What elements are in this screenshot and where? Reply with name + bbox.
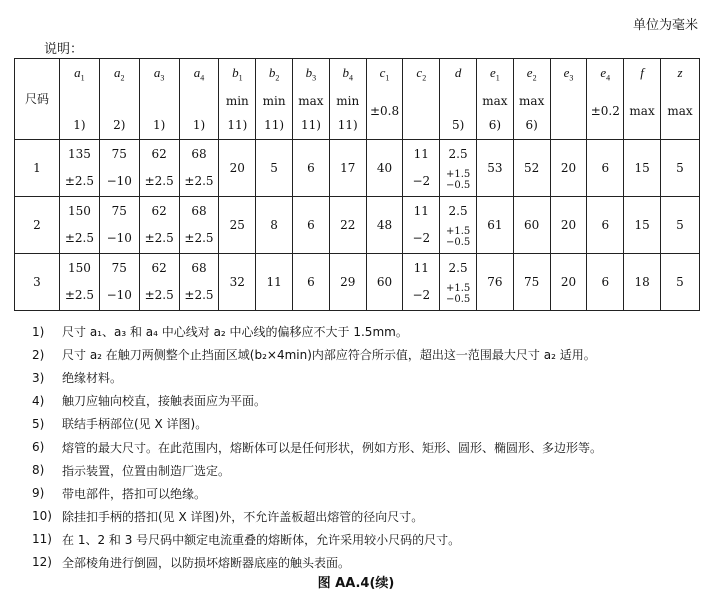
- cell-value: 75: [111, 261, 127, 275]
- header-lines: [100, 63, 139, 135]
- a4-cell: [179, 140, 219, 197]
- table-body: [15, 140, 700, 311]
- note-item: [32, 551, 692, 574]
- header-qualifier: max: [519, 94, 545, 109]
- header-note-ref: 5): [451, 118, 465, 132]
- column-header: [550, 59, 587, 140]
- dimension-table: [14, 58, 700, 311]
- c2-cell: [403, 140, 440, 197]
- header-lines: [60, 63, 99, 135]
- header-qualifier: min: [262, 94, 286, 109]
- header-qualifier: min: [225, 94, 249, 109]
- header-symbol: [477, 63, 513, 88]
- header-symbol-letter: a: [114, 65, 121, 80]
- header-symbol-letter: z: [677, 65, 683, 80]
- cell-tolerance: −10: [106, 288, 132, 302]
- header-lines: [661, 63, 699, 135]
- header-note-ref: 1): [73, 118, 86, 132]
- header-symbol-sub: 1: [385, 73, 390, 83]
- note-number: 6): [32, 440, 45, 455]
- e4-cell: 6: [587, 140, 624, 197]
- header-symbol: [330, 63, 366, 88]
- note-item: [32, 528, 692, 551]
- a4-cell: [179, 197, 219, 254]
- header-symbol: [403, 63, 439, 88]
- note-item: [32, 366, 692, 389]
- column-header: [366, 59, 403, 140]
- header-symbol: [624, 63, 660, 88]
- note-number: 4): [32, 393, 45, 408]
- header-note-ref: 6): [488, 118, 502, 132]
- note-number: 5): [32, 416, 45, 431]
- b3-cell: 6: [293, 197, 330, 254]
- cell-value: 2.5: [448, 204, 468, 218]
- cell-stack: [403, 259, 439, 305]
- a2-cell: [99, 140, 139, 197]
- header-symbol-letter: a: [74, 65, 81, 80]
- header-symbol-sub: 4: [348, 73, 353, 83]
- header-lines: [180, 63, 219, 135]
- note-number: 12): [32, 555, 52, 570]
- cell-stack: [180, 145, 219, 191]
- column-header: [59, 59, 99, 140]
- cell-tolerance: −10: [106, 174, 132, 188]
- cell-tolerance: ±2.5: [184, 231, 214, 245]
- cell-value: 75: [111, 204, 127, 218]
- header-symbol-sub: 2: [275, 73, 280, 83]
- note-text: 带电部件，搭扣可以绝缘。: [62, 486, 207, 501]
- note-number: 8): [32, 463, 45, 478]
- tolerance-upper: +1.5: [445, 169, 471, 180]
- column-header: [440, 59, 477, 140]
- note-text: 除挂扣手柄的搭扣(见 X 详图)外，不允许盖板超出熔管的径向尺寸。: [62, 509, 424, 524]
- cell-stack: [140, 202, 179, 248]
- note-item: [32, 482, 692, 505]
- legend-label: 说明：: [44, 42, 84, 57]
- f-cell: 15: [624, 197, 661, 254]
- cell-value: 2.5: [448, 261, 468, 275]
- cell-tolerance: ±2.5: [184, 288, 214, 302]
- column-header: [293, 59, 330, 140]
- header-lines: [624, 63, 660, 135]
- table-row: [15, 254, 700, 311]
- note-text: 绝缘材料。: [62, 371, 123, 386]
- size-cell: 1: [15, 140, 60, 197]
- header-symbol: [293, 63, 329, 88]
- table-row: [15, 140, 700, 197]
- header-lines: [330, 63, 366, 135]
- header-lines: [140, 63, 179, 135]
- c1-cell: 48: [366, 197, 403, 254]
- header-symbol: [256, 63, 292, 88]
- note-item: [32, 320, 692, 343]
- note-number: 3): [32, 370, 45, 385]
- header-lines: [440, 63, 476, 135]
- header-qualifier: min: [336, 94, 360, 109]
- note-item: [32, 505, 692, 528]
- table-header-row: [15, 59, 700, 140]
- cell-value: 68: [191, 261, 207, 275]
- e1-cell: 76: [477, 254, 514, 311]
- header-symbol-letter: b: [305, 65, 313, 80]
- b2-cell: 11: [256, 254, 293, 311]
- cell-tolerance: ±2.5: [64, 231, 94, 245]
- header-symbol-letter: a: [193, 65, 201, 80]
- cell-value: 11: [413, 147, 429, 161]
- cell-stack: [100, 202, 139, 248]
- header-symbol: [100, 63, 139, 88]
- b1-cell: 32: [219, 254, 256, 311]
- header-note-ref: 6): [525, 118, 538, 132]
- header-lines: [477, 63, 513, 135]
- column-header: [99, 59, 139, 140]
- note-text: 全部棱角进行倒圆，以防损坏熔断器底座的触头表面。: [62, 555, 351, 570]
- header-qualifier: max: [629, 103, 655, 118]
- a2-cell: [99, 197, 139, 254]
- cell-stack: [100, 145, 139, 191]
- cell-tolerance: −10: [106, 231, 132, 245]
- note-number: 11): [32, 532, 52, 547]
- column-header: [179, 59, 219, 140]
- cell-tolerance: [446, 169, 470, 191]
- cell-stack: [180, 202, 219, 248]
- note-number: 2): [32, 347, 45, 362]
- tolerance-lower: −0.5: [445, 237, 471, 248]
- header-symbol-sub: 2: [120, 73, 125, 83]
- tolerance-upper: +1.5: [445, 283, 471, 294]
- header-note-ref: 11): [300, 118, 321, 132]
- header-symbol: [587, 63, 623, 88]
- cell-stack: [60, 202, 99, 248]
- c1-cell: 40: [366, 140, 403, 197]
- e1-cell: 53: [477, 140, 514, 197]
- column-header: [477, 59, 514, 140]
- header-lines: [403, 63, 439, 135]
- header-symbol: [661, 63, 699, 88]
- column-header: [256, 59, 293, 140]
- cell-tolerance: ±2.5: [144, 288, 174, 302]
- e4-cell: 6: [587, 254, 624, 311]
- note-text: 熔管的最大尺寸。在此范围内，熔断体可以是任何形状，例如方形、矩形、圆形、椭圆形、多边形等。: [62, 440, 603, 455]
- header-lines: [256, 63, 292, 135]
- header-symbol: [367, 63, 403, 88]
- header-symbol: [219, 63, 255, 88]
- header-lines: [551, 63, 587, 135]
- f-cell: 15: [624, 140, 661, 197]
- a3-cell: [139, 197, 179, 254]
- cell-stack: [140, 259, 179, 305]
- column-header: [624, 59, 661, 140]
- header-symbol: [514, 63, 550, 88]
- cell-stack: [403, 202, 439, 248]
- note-item: [32, 343, 692, 366]
- header-lines: [367, 63, 403, 135]
- header-lines: [514, 63, 550, 135]
- cell-value: 68: [191, 204, 207, 218]
- header-symbol-sub: 1: [495, 73, 500, 83]
- header-symbol-letter: f: [640, 65, 644, 80]
- column-header: [329, 59, 366, 140]
- e2-cell: 52: [513, 140, 550, 197]
- cell-tolerance: ±2.5: [64, 174, 94, 188]
- header-symbol-letter: e: [563, 65, 570, 80]
- note-item: [32, 459, 692, 482]
- b2-cell: 5: [256, 140, 293, 197]
- note-item: [32, 389, 692, 412]
- header-symbol-letter: a: [153, 65, 161, 80]
- cell-stack: [60, 259, 99, 305]
- cell-value: 150: [67, 204, 91, 218]
- header-note-ref: 11): [337, 118, 358, 132]
- cell-stack: [440, 202, 476, 248]
- c2-cell: [403, 197, 440, 254]
- header-symbol-sub: 4: [200, 73, 205, 83]
- tolerance-upper: +1.5: [445, 226, 471, 237]
- cell-tolerance: ±2.5: [184, 174, 214, 188]
- cell-stack: [440, 259, 476, 305]
- header-qualifier: ±0.8: [369, 103, 400, 118]
- b4-cell: 17: [329, 140, 366, 197]
- cell-value: 11: [413, 261, 429, 275]
- header-symbol-letter: c: [416, 65, 423, 80]
- cell-value: 62: [151, 261, 167, 275]
- header-symbol-letter: e: [490, 65, 496, 80]
- f-cell: 18: [624, 254, 661, 311]
- d-cell: [440, 254, 477, 311]
- cell-tolerance: [446, 226, 470, 248]
- d-cell: [440, 140, 477, 197]
- header-symbol-sub: 2: [532, 73, 537, 83]
- e1-cell: 61: [477, 197, 514, 254]
- header-symbol-sub: 1: [80, 73, 85, 83]
- note-text: 尺寸 a₁、a₃ 和 a₄ 中心线对 a₂ 中心线的偏移应不大于 1.5mm。: [62, 325, 408, 340]
- cell-tolerance: [446, 283, 470, 305]
- cell-stack: [100, 259, 139, 305]
- cell-tolerance: −2: [412, 174, 431, 188]
- header-symbol: [140, 63, 179, 88]
- header-note-ref: 11): [264, 118, 285, 132]
- cell-stack: [403, 145, 439, 191]
- note-item: [32, 412, 692, 435]
- header-symbol-letter: d: [454, 65, 462, 80]
- e4-cell: 6: [587, 197, 624, 254]
- header-symbol-sub: 3: [312, 73, 317, 83]
- unit-label: 单位为毫米: [632, 18, 698, 33]
- a1-cell: [59, 140, 99, 197]
- header-symbol-letter: e: [600, 65, 607, 80]
- b2-cell: 8: [256, 197, 293, 254]
- a1-cell: [59, 254, 99, 311]
- note-number: 10): [32, 509, 52, 524]
- table-row: [15, 197, 700, 254]
- header-lines: [587, 63, 623, 135]
- header-qualifier: max: [298, 94, 324, 109]
- note-number: 1): [32, 324, 45, 339]
- column-header: [219, 59, 256, 140]
- b3-cell: 6: [293, 140, 330, 197]
- cell-tolerance: ±2.5: [144, 231, 174, 245]
- cell-tolerance: −2: [412, 288, 431, 302]
- column-header: [660, 59, 699, 140]
- cell-tolerance: ±2.5: [144, 174, 174, 188]
- header-symbol-sub: 3: [569, 73, 574, 83]
- header-lines: [293, 63, 329, 135]
- e3-cell: 20: [550, 140, 587, 197]
- note-text: 指示装置，位置由制造厂选定。: [62, 463, 231, 478]
- header-symbol-sub: 2: [422, 73, 427, 83]
- a4-cell: [179, 254, 219, 311]
- cell-tolerance: ±2.5: [64, 288, 94, 302]
- header-qualifier: max: [482, 94, 508, 109]
- cell-value: 135: [67, 147, 91, 161]
- cell-value: 150: [67, 261, 91, 275]
- a3-cell: [139, 140, 179, 197]
- tolerance-lower: −0.5: [445, 180, 471, 191]
- header-note-ref: 11): [227, 118, 248, 132]
- column-header: [403, 59, 440, 140]
- header-symbol-letter: c: [379, 65, 386, 80]
- header-qualifier: max: [667, 103, 693, 118]
- header-symbol-sub: 1: [238, 73, 243, 83]
- header-note-ref: 1): [192, 118, 206, 132]
- header-symbol: [180, 63, 219, 88]
- b4-cell: 29: [329, 254, 366, 311]
- z-cell: 5: [660, 140, 699, 197]
- a1-cell: [59, 197, 99, 254]
- column-header: [139, 59, 179, 140]
- header-symbol-sub: 4: [606, 73, 611, 83]
- note-text: 触刀应轴向校直，接触表面应为平面。: [62, 394, 267, 409]
- figure-caption: 图 AA.4(续): [317, 576, 395, 591]
- cell-tolerance: −2: [412, 231, 431, 245]
- cell-value: 2.5: [448, 147, 468, 161]
- z-cell: 5: [660, 197, 699, 254]
- b1-cell: 25: [219, 197, 256, 254]
- header-symbol-letter: e: [526, 65, 533, 80]
- header-symbol-letter: b: [232, 65, 239, 80]
- e3-cell: 20: [550, 254, 587, 311]
- size-cell: 2: [15, 197, 60, 254]
- column-header: [513, 59, 550, 140]
- c1-cell: 60: [366, 254, 403, 311]
- note-item: [32, 435, 692, 458]
- header-lines: [219, 63, 255, 135]
- b1-cell: 20: [219, 140, 256, 197]
- header-symbol-letter: b: [342, 65, 349, 80]
- b3-cell: 6: [293, 254, 330, 311]
- tolerance-lower: −0.5: [445, 294, 471, 305]
- cell-stack: [180, 259, 219, 305]
- cell-value: 62: [151, 147, 167, 161]
- header-note-ref: 2): [113, 118, 126, 132]
- header-note-ref: 1): [152, 118, 166, 132]
- column-header: [587, 59, 624, 140]
- header-symbol: [440, 63, 476, 88]
- cell-value: 62: [151, 204, 167, 218]
- a2-cell: [99, 254, 139, 311]
- z-cell: 5: [660, 254, 699, 311]
- note-text: 在 1、2 和 3 号尺码中额定电流重叠的熔断体，允许采用较小尺码的尺寸。: [62, 532, 461, 547]
- header-symbol-sub: 3: [160, 73, 165, 83]
- size-header: 尺码: [15, 59, 60, 140]
- cell-value: 11: [413, 204, 429, 218]
- c2-cell: [403, 254, 440, 311]
- e3-cell: 20: [550, 197, 587, 254]
- cell-stack: [60, 145, 99, 191]
- size-cell: 3: [15, 254, 60, 311]
- a3-cell: [139, 254, 179, 311]
- header-symbol: [551, 63, 587, 88]
- cell-value: 75: [111, 147, 127, 161]
- b4-cell: 22: [329, 197, 366, 254]
- cell-stack: [140, 145, 179, 191]
- header-symbol: [60, 63, 99, 88]
- note-text: 尺寸 a₂ 在触刀两侧整个止挡面区域(b₂×4min)内部应符合所示值，超出这一范围最大尺寸 a₂ 适用。: [62, 348, 596, 363]
- d-cell: [440, 197, 477, 254]
- e2-cell: 60: [513, 197, 550, 254]
- notes-list: [32, 320, 692, 574]
- header-qualifier: ±0.2: [590, 103, 620, 118]
- cell-value: 68: [191, 147, 207, 161]
- header-symbol-letter: b: [268, 65, 276, 80]
- e2-cell: 75: [513, 254, 550, 311]
- note-text: 联结手柄部位(见 X 详图)。: [62, 417, 208, 432]
- note-number: 9): [32, 486, 45, 501]
- cell-stack: [440, 145, 476, 191]
